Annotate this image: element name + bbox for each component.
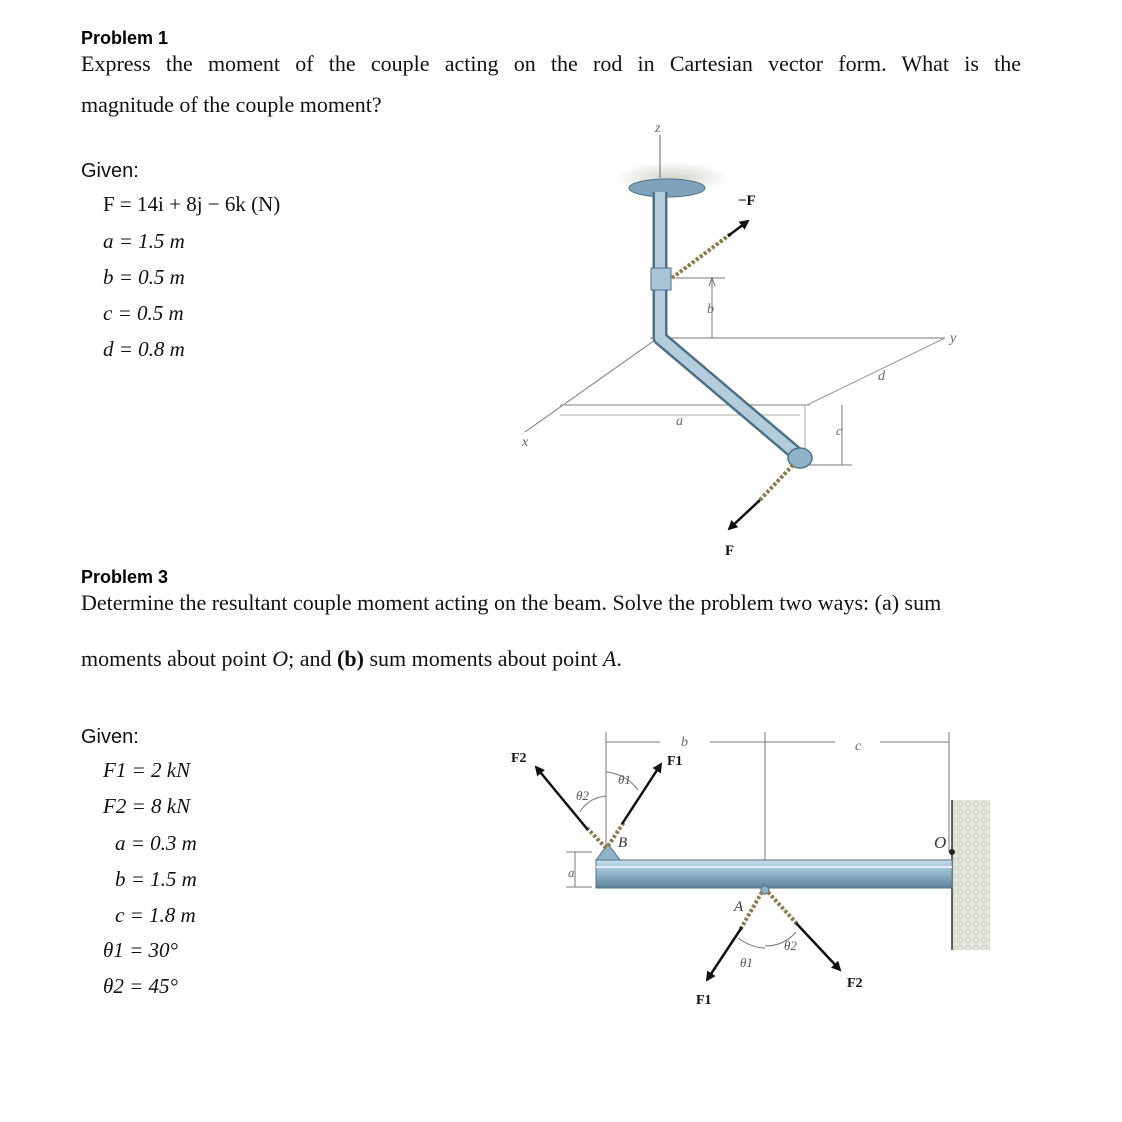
theta2-bottom-label: θ2: [784, 938, 797, 953]
dim-a-label: a: [676, 414, 683, 429]
force-F1-bottom-arrow: [707, 927, 742, 980]
F1-top-label: F1: [667, 754, 683, 769]
problem3-given-b: b = 1.5 m: [115, 867, 197, 891]
problem1-given-c: c = 0.5 m: [103, 301, 184, 325]
B-label: B: [618, 835, 628, 851]
problem3-heading: Problem 3: [81, 567, 169, 587]
F2-bottom-label: F2: [847, 976, 863, 991]
dim-d-label: d: [878, 369, 885, 384]
O-label: O: [934, 833, 947, 852]
problem3-statement-text: Determine the resultant couple moment acting on the beam. Solve the problem two ways: (a) sum: [81, 590, 942, 615]
problem1-given-force: F = 14i + 8j − 6k (N): [103, 192, 281, 216]
A-label: A: [734, 899, 744, 915]
z-label: z: [655, 121, 661, 136]
point-O: [949, 849, 955, 855]
x-label: x: [522, 435, 529, 450]
force-F-arrow: [729, 500, 760, 529]
problem3-figure: [500, 720, 1000, 1020]
problem3-given-theta2: θ2 = 45°: [103, 974, 178, 998]
neg-F-label: −F: [738, 193, 756, 209]
problem3-given-F1: F1 = 2 kN: [103, 758, 191, 782]
problem1-heading: Problem 1: [81, 28, 169, 48]
wall: [952, 800, 990, 950]
problem1-figure: [500, 110, 980, 570]
dim-b-label: b: [681, 735, 688, 750]
theta2-top-label: θ2: [576, 788, 589, 803]
cable-upper: [672, 233, 732, 278]
dim-a-label: a: [568, 865, 575, 880]
force-F2-bottom-arrow: [796, 923, 840, 970]
problem1-given-label: Given:: [81, 160, 139, 182]
beam: [596, 860, 952, 888]
F2-top-label: F2: [511, 751, 527, 766]
problem1-given-b: b = 0.5 m: [103, 265, 185, 289]
dim-b-label: b: [707, 302, 714, 317]
F1-bottom-label: F1: [696, 993, 712, 1008]
theta1-top-label: θ1: [618, 772, 631, 787]
problem3-given-theta1: θ1 = 30°: [103, 938, 178, 962]
problem1-given-d: d = 0.8 m: [103, 337, 185, 361]
dim-c-label: c: [836, 423, 842, 438]
problem1-given-a: a = 1.5 m: [103, 229, 185, 253]
problem3-given-F2: F2 = 8 kN: [103, 794, 191, 818]
theta1-bottom-label: θ1: [740, 955, 753, 970]
F-label: F: [725, 543, 735, 559]
problem1-statement-line1: Express the moment of the couple acting on the rod in Cartesian vector form. What is the: [81, 51, 1021, 76]
y-label: y: [950, 331, 957, 346]
force-neg-F-arrow: [728, 221, 748, 236]
problem3-statement-line2: moments about point O; and (b) sum moments about point A.: [81, 646, 622, 671]
problem3-given-a: a = 0.3 m: [115, 831, 197, 855]
bracket-B: [596, 844, 620, 860]
problem1-statement-line2: magnitude of the couple moment?: [81, 92, 382, 117]
collar: [651, 268, 671, 290]
problem3-given-label: Given:: [81, 726, 139, 748]
problem3-statement-line1: [81, 592, 1021, 614]
x-axis: [525, 340, 655, 432]
dim-c-label: c: [855, 739, 862, 754]
problem3-given-c: c = 1.8 m: [115, 903, 196, 927]
cable-lower: [758, 465, 793, 502]
